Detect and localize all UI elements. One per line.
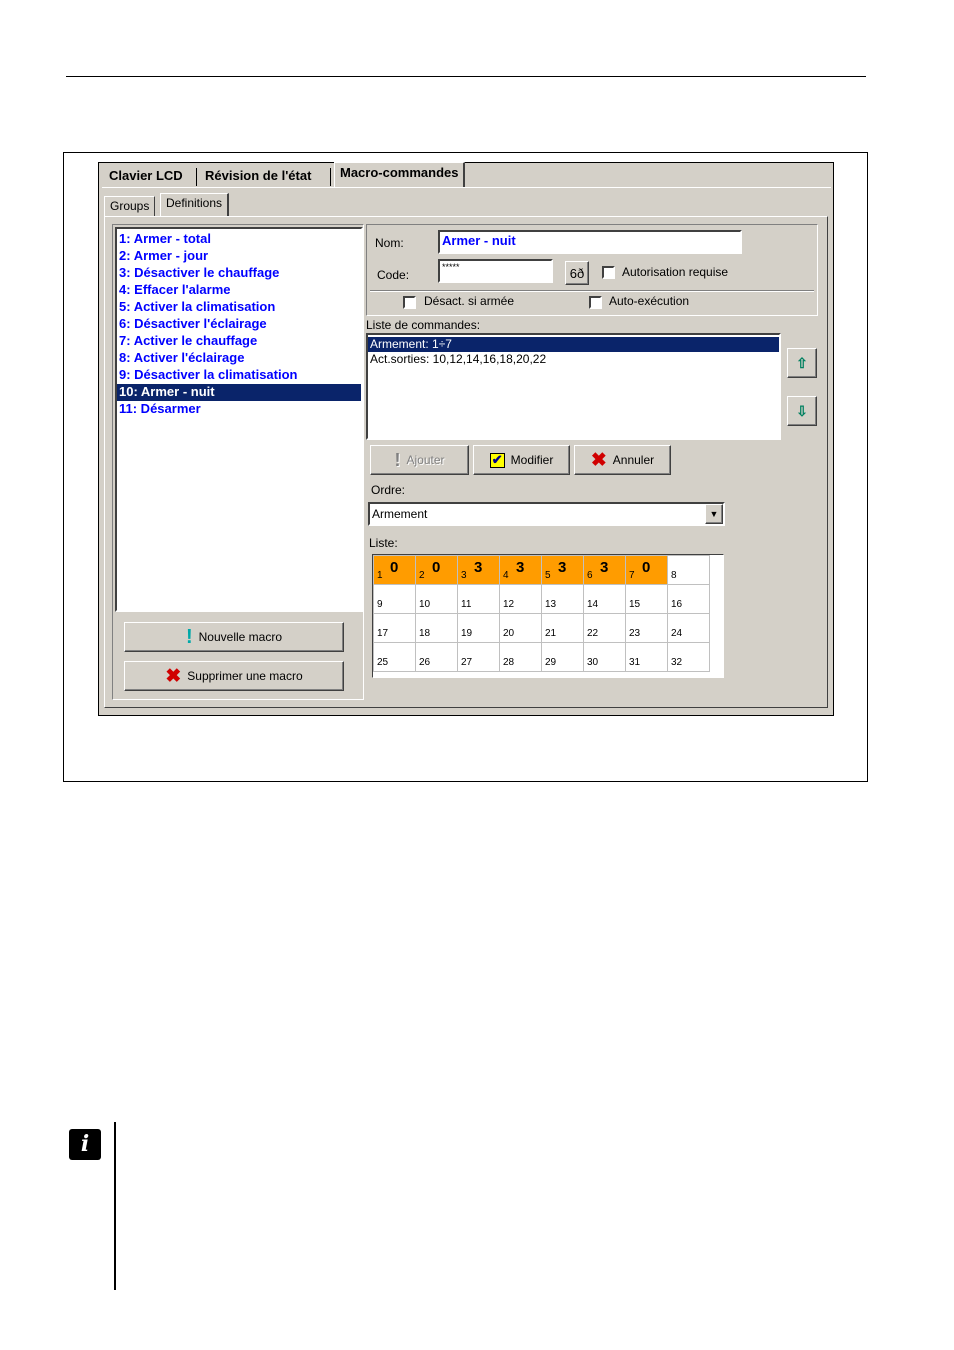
list-cell[interactable] (416, 556, 458, 585)
auth-required-label: Autorisation requise (622, 265, 729, 279)
checkbox-checked-icon: ✔ (490, 453, 505, 468)
list-cell[interactable] (626, 556, 668, 585)
arrow-up-icon: ⇧ (796, 354, 808, 371)
cell-number: 9 (377, 599, 383, 610)
cell-number: 6 (587, 570, 593, 581)
macro-list-item[interactable]: 4: Effacer l'alarme (119, 282, 231, 297)
list-cell[interactable] (584, 556, 626, 585)
exclamation-icon: ! (394, 449, 401, 470)
list-cell[interactable] (500, 614, 542, 643)
cell-number: 1 (377, 570, 383, 581)
cell-number: 20 (503, 628, 515, 639)
macro-list-item[interactable]: 10: Armer - nuit (117, 384, 361, 401)
cell-number: 21 (545, 628, 557, 639)
divider (370, 290, 814, 292)
modify-button[interactable]: ✔ Modifier (473, 445, 570, 475)
add-button[interactable]: ! Ajouter (370, 445, 469, 475)
list-cell[interactable] (458, 556, 500, 585)
tabbar-line (102, 187, 831, 188)
cell-number: 4 (503, 570, 509, 581)
cell-number: 23 (629, 628, 641, 639)
cell-number: 5 (545, 570, 551, 581)
cell-number: 17 (377, 628, 389, 639)
macro-list-item[interactable]: 3: Désactiver le chauffage (119, 265, 280, 280)
macro-list-item[interactable]: 1: Armer - total (119, 231, 211, 246)
cell-number: 28 (503, 657, 515, 668)
cell-number: 27 (461, 657, 473, 668)
cell-number: 26 (419, 657, 431, 668)
list-cell[interactable] (584, 614, 626, 643)
deact-if-armed-label: Désact. si armée (424, 294, 515, 308)
list-cell[interactable] (416, 614, 458, 643)
cell-number: 29 (545, 657, 557, 668)
cell-number: 18 (419, 628, 431, 639)
auto-exec-label: Auto-exécution (609, 294, 690, 308)
auto-exec-checkbox[interactable] (589, 296, 602, 309)
list-cell[interactable] (626, 585, 668, 614)
cell-value: 3 (600, 559, 609, 576)
list-cell[interactable] (458, 643, 500, 672)
cell-number: 24 (671, 628, 683, 639)
info-bar (114, 1122, 116, 1290)
cell-value: 0 (642, 559, 651, 576)
cell-value: 3 (558, 559, 567, 576)
move-down-button[interactable] (787, 396, 817, 426)
cell-number: 3 (461, 570, 467, 581)
tab-definitions[interactable]: Definitions (160, 193, 229, 217)
cell-number: 25 (377, 657, 389, 668)
deact-if-armed-checkbox[interactable] (403, 296, 416, 309)
macro-list[interactable] (115, 227, 363, 612)
cell-number: 16 (671, 599, 683, 610)
order-select[interactable] (368, 502, 725, 526)
name-label: Nom: (375, 236, 404, 250)
list-cell[interactable] (542, 585, 584, 614)
new-macro-button[interactable]: ! Nouvelle macro (124, 622, 344, 652)
list-cell[interactable] (626, 614, 668, 643)
cell-number: 10 (419, 599, 431, 610)
move-up-button[interactable] (787, 348, 817, 378)
list-cell[interactable] (416, 643, 458, 672)
list-cell[interactable] (668, 614, 710, 643)
code-field[interactable]: ***** (438, 259, 553, 283)
arrow-down-icon: ⇩ (796, 402, 808, 419)
list-cell[interactable] (584, 643, 626, 672)
cell-number: 12 (503, 599, 515, 610)
cell-number: 32 (671, 657, 683, 668)
auth-required-checkbox[interactable] (602, 266, 615, 279)
tab-groups[interactable]: Groups (104, 196, 155, 216)
macro-list-item[interactable]: 11: Désarmer (119, 401, 201, 416)
tab-macro-commandes[interactable]: Macro-commandes (334, 162, 465, 187)
name-field[interactable]: Armer - nuit (438, 230, 742, 254)
red-x-icon: ✖ (590, 449, 607, 471)
cell-number: 30 (587, 657, 599, 668)
cell-number: 15 (629, 599, 641, 610)
list-cell[interactable] (416, 585, 458, 614)
list-cell[interactable] (542, 643, 584, 672)
list-cell[interactable] (626, 643, 668, 672)
order-value: Armement (372, 507, 428, 521)
cancel-button[interactable]: ✖ Annuler (574, 445, 671, 475)
red-x-icon: ✖ (165, 665, 182, 687)
macro-list-item[interactable]: 2: Armer - jour (119, 248, 209, 263)
cell-number: 2 (419, 570, 425, 581)
info-icon: i (69, 1129, 101, 1160)
commands-list[interactable] (366, 333, 781, 440)
order-dropdown-button[interactable] (705, 504, 723, 524)
list-cell[interactable] (374, 643, 416, 672)
macro-list-item[interactable]: 6: Désactiver l'éclairage (119, 316, 267, 331)
glasses-icon: 6ð (569, 265, 585, 281)
commands-label: Liste de commandes: (366, 318, 481, 332)
list-cell[interactable] (668, 585, 710, 614)
list-cell[interactable] (500, 556, 542, 585)
macro-list-item[interactable]: 8: Activer l'éclairage (119, 350, 245, 365)
main-tabs (104, 165, 484, 187)
cell-number: 11 (461, 599, 472, 610)
list-cell[interactable] (500, 643, 542, 672)
cell-number: 31 (629, 657, 641, 668)
cell-value: 3 (474, 559, 483, 576)
cell-number: 7 (629, 570, 635, 581)
command-list-item[interactable]: Armement: 1÷7 (368, 337, 779, 352)
cell-number: 22 (587, 628, 599, 639)
code-label: Code: (377, 268, 410, 282)
list-cell[interactable] (542, 614, 584, 643)
list-cell[interactable] (668, 556, 710, 585)
header-rule (66, 76, 866, 77)
cell-number: 13 (545, 599, 557, 610)
list-cell[interactable] (374, 556, 416, 585)
exclamation-icon: ! (185, 626, 193, 648)
chevron-down-icon: ▼ (709, 509, 719, 519)
list-cell[interactable] (500, 585, 542, 614)
list-grid[interactable] (372, 554, 724, 678)
macro-list-item[interactable]: 5: Activer la climatisation (119, 299, 276, 314)
cell-value: 0 (432, 559, 441, 576)
show-code-button[interactable] (565, 261, 589, 285)
list-cell[interactable] (374, 614, 416, 643)
list-cell[interactable] (374, 585, 416, 614)
list-cell[interactable] (542, 556, 584, 585)
order-label: Ordre: (371, 483, 406, 497)
cell-value: 3 (516, 559, 525, 576)
command-list-item[interactable]: Act.sorties: 10,12,14,16,18,20,22 (370, 352, 547, 366)
cell-number: 14 (587, 599, 599, 610)
sub-tabs (104, 193, 244, 217)
macro-list-item[interactable]: 9: Désactiver la climatisation (119, 367, 298, 382)
list-cell[interactable] (458, 585, 500, 614)
cell-number: 19 (461, 628, 473, 639)
list-cell[interactable] (668, 643, 710, 672)
cell-value: 0 (390, 559, 399, 576)
macro-list-item[interactable]: 7: Activer le chauffage (119, 333, 258, 348)
delete-macro-button[interactable]: ✖ Supprimer une macro (124, 661, 344, 691)
list-cell[interactable] (584, 585, 626, 614)
cell-number: 8 (671, 570, 677, 581)
tab-revision-etat[interactable]: Révision de l'état (205, 168, 312, 183)
tab-clavier-lcd[interactable]: Clavier LCD (109, 168, 183, 183)
list-label: Liste: (369, 536, 398, 550)
list-cell[interactable] (458, 614, 500, 643)
